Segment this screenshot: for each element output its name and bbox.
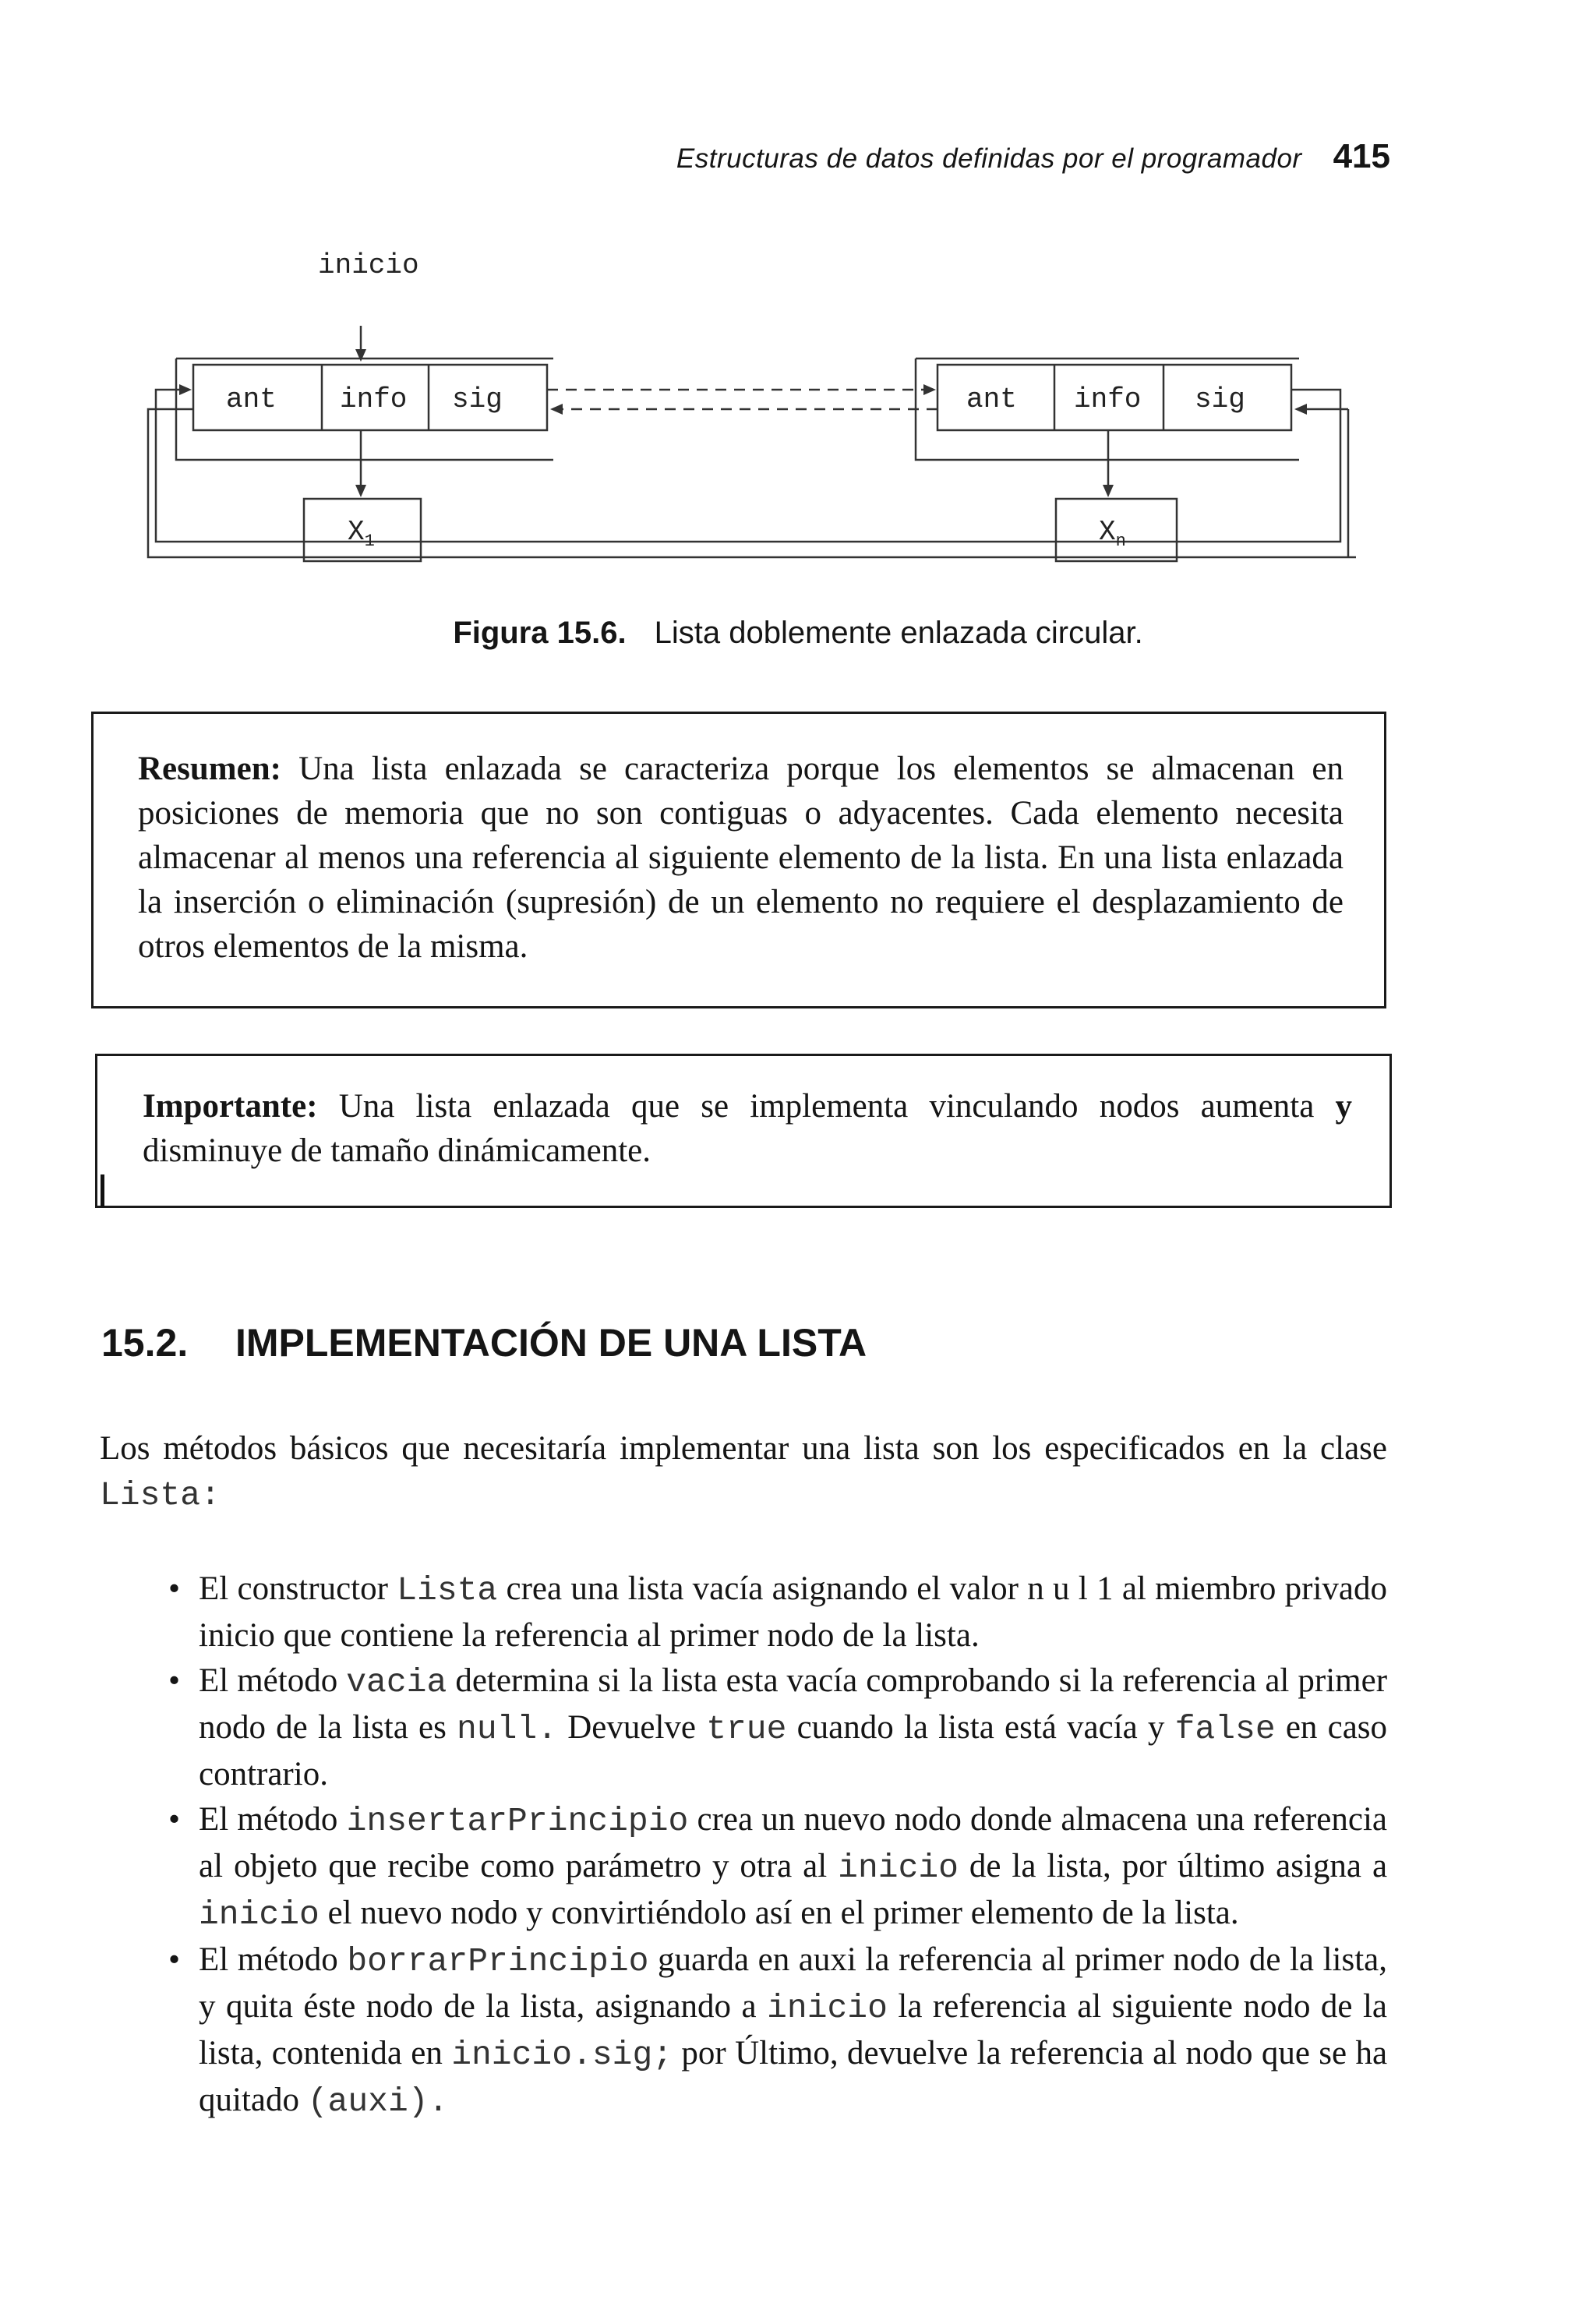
code-term: inicio: [199, 1895, 320, 1934]
figure-doubly-linked-circular-list: [125, 234, 1356, 600]
importante-text-b: disminuye de tamaño dinámicamente.: [143, 1132, 651, 1169]
resumen-label: Resumen:: [138, 751, 281, 787]
figure-caption-label: Figura 15.6.: [453, 616, 627, 650]
code-term: n u l 1: [1027, 1570, 1114, 1607]
section-title: IMPLEMENTACIÓN DE UNA LISTA: [235, 1321, 867, 1365]
code-term: false: [1174, 1710, 1276, 1748]
last-data-box: [1056, 499, 1177, 561]
section-heading: [101, 1320, 867, 1365]
figure-caption: [0, 616, 1596, 651]
code-term: Lista: [397, 1571, 498, 1609]
running-title: Estructuras de datos definidas por el programador: [676, 143, 1302, 174]
code-term: borrarPrincipio: [347, 1942, 649, 1980]
last-data-value: $X_n$: [1099, 516, 1126, 551]
page-number: 415: [1333, 137, 1390, 175]
code-term: inicio: [838, 1849, 959, 1887]
inicio-label: inicio: [318, 249, 419, 281]
importante-box: [95, 1054, 1392, 1208]
bullet-icon: •: [168, 1662, 181, 1699]
list-item: • El método borrarPrincipio guarda en auxi la referencia al primer nodo de la lista, y quita éste nodo de la lista, asignando a inicio la referencia al siguiente nodo de la lista, contenida en inicio.sig; por Último, devuelve la referencia al nodo que se ha quitado (auxi).: [165, 1937, 1387, 2125]
code-term: inicio: [767, 1989, 888, 2027]
box-edge-mark: [101, 1174, 104, 1207]
importante-label: Importante:: [143, 1088, 318, 1125]
first-node-ant: ant: [226, 383, 277, 415]
bullet-icon: •: [168, 1570, 181, 1607]
code-term: true: [706, 1710, 787, 1748]
code-term: vacia: [346, 1663, 447, 1701]
last-node-info: info: [1074, 383, 1142, 415]
list-item: • El constructor Lista crea una lista vacía asignando el valor n u l 1 al miembro privado inicio que contiene la referencia al primer nodo de la lista.: [165, 1566, 1387, 1658]
figure-caption-text: Lista doblemente enlazada circular.: [654, 616, 1143, 650]
method-list: [165, 1566, 1387, 2125]
intro-text: Los métodos básicos que necesitaría implementar una lista son los especificados en la clase: [100, 1430, 1387, 1467]
code-term: (auxi).: [307, 2082, 449, 2121]
first-node-sig: sig: [452, 383, 503, 415]
list-item: • El método insertarPrincipio crea un nuevo nodo donde almacena una referencia al objeto que recibe como parámetro y otra al inicio de la lista, por último asigna a inicio el nuevo nodo y convirtiéndolo así en el primer elemento de la lista.: [165, 1797, 1387, 1937]
bullet-icon: •: [168, 1801, 181, 1838]
intro-paragraph: [100, 1426, 1387, 1518]
list-item: • El método vacia determina si la lista esta vacía comprobando si la referencia al primer nodo de la lista es null. Devuelve true cuando la lista está vacía y false en caso contrario.: [165, 1658, 1387, 1797]
code-term: null.: [457, 1710, 558, 1748]
last-node-ant: ant: [966, 383, 1017, 415]
resumen-text: Una lista enlazada se caracteriza porque los elementos se almacenan en posiciones de memoria que no son contiguas o adyacentes. Cada elemento necesita almacenar al menos una referencia al siguiente elemento de la lista. En una lista enlazada la inserción o eliminación (supresión) de un elemento no requiere el desplazamiento de otros elementos de la misma.: [138, 751, 1344, 965]
intro-code: Lista:: [100, 1476, 221, 1514]
first-data-value: $X_1$: [348, 516, 375, 551]
code-term: inicio.sig;: [451, 2036, 673, 2074]
importante-text-y: y: [1335, 1088, 1353, 1125]
section-number: 15.2.: [101, 1321, 189, 1365]
last-node-sig: sig: [1195, 383, 1245, 415]
code-term: insertarPrincipio: [346, 1802, 689, 1840]
running-head: [676, 137, 1390, 176]
importante-text-a: Una lista enlazada que se implementa vinculando nodos aumenta: [338, 1088, 1315, 1125]
resumen-box: [91, 712, 1386, 1008]
first-node-info: info: [340, 383, 408, 415]
bullet-icon: •: [168, 1941, 181, 1978]
